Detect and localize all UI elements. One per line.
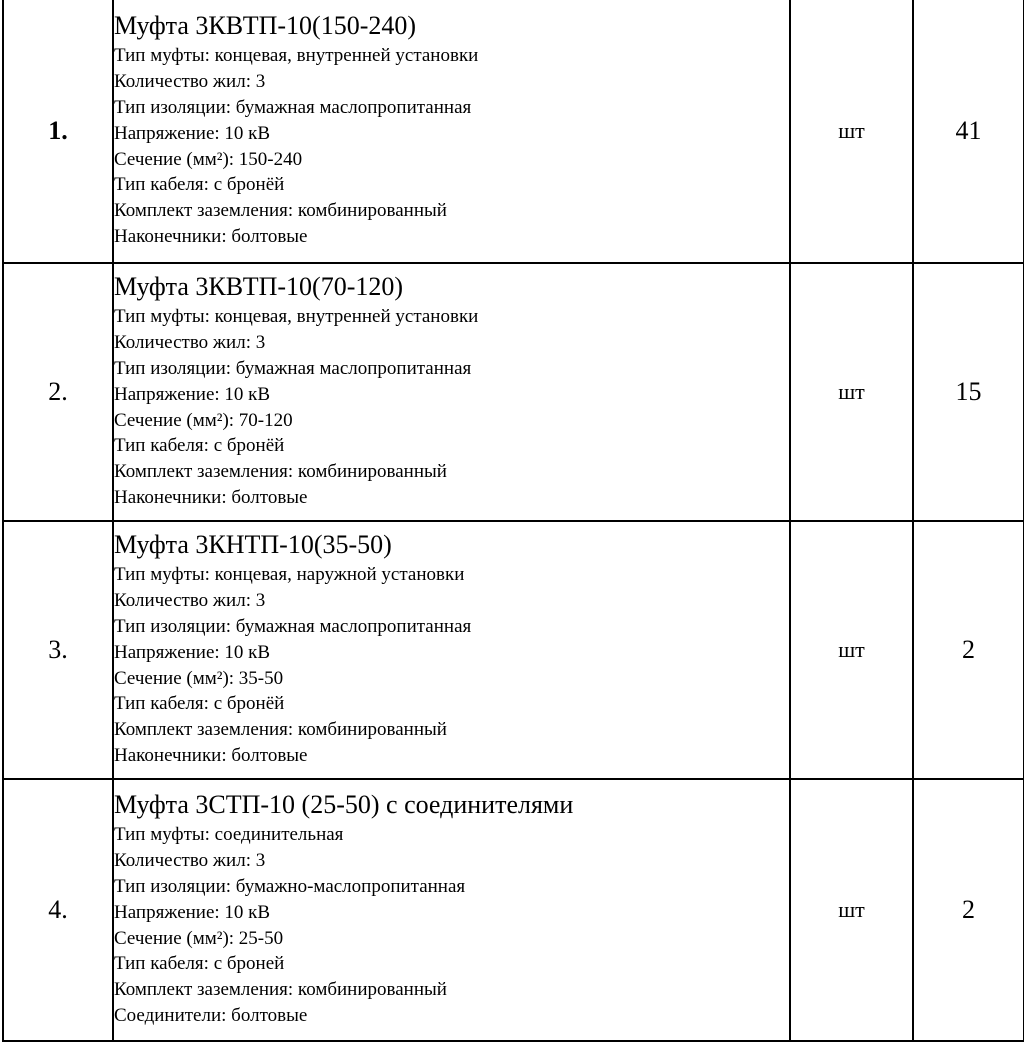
item-spec-line: Количество жил: 3 <box>114 332 266 354</box>
item-description <box>113 779 790 1041</box>
item-spec-line: Сечение (мм²): 70-120 <box>114 409 293 431</box>
item-spec-line: Тип изоляции: бумажная маслопропитанная <box>114 357 472 379</box>
item-spec-line: Тип изоляции: бумажная маслопропитанная <box>114 615 472 637</box>
item-description <box>113 263 790 521</box>
item-spec-line: Тип кабеля: с броней <box>114 953 285 975</box>
item-spec-line: Комплект заземления: комбинированный <box>114 719 447 741</box>
item-spec-line: Напряжение: 10 кВ <box>114 901 271 923</box>
item-spec-line: Сечение (мм²): 25-50 <box>114 927 284 949</box>
row-number: 3. <box>3 521 113 779</box>
item-spec-line: Сечение (мм²): 150-240 <box>114 148 303 170</box>
row-number: 1. <box>3 0 113 263</box>
item-description <box>113 0 790 263</box>
item-spec-line: Тип изоляции: бумажно-маслопропитанная <box>114 875 466 897</box>
table-row <box>3 521 1024 779</box>
unit-cell: шт <box>790 779 913 1041</box>
table-row <box>3 779 1024 1041</box>
item-title: Муфта 3КНТП-10(35-50) <box>114 530 392 560</box>
item-spec-line: Соединители: болтовые <box>114 1004 308 1026</box>
table-row <box>3 263 1024 521</box>
row-number: 2. <box>3 263 113 521</box>
quantity-cell: 15 <box>913 263 1024 521</box>
quantity-cell: 41 <box>913 0 1024 263</box>
row-number: 4. <box>3 779 113 1041</box>
item-spec-line: Напряжение: 10 кВ <box>114 122 271 144</box>
item-spec-line: Тип муфты: соединительная <box>114 824 344 846</box>
item-spec-line: Комплект заземления: комбинированный <box>114 461 447 483</box>
item-spec-line: Сечение (мм²): 35-50 <box>114 667 284 689</box>
quantity-cell: 2 <box>913 521 1024 779</box>
item-spec-line: Количество жил: 3 <box>114 71 266 93</box>
item-description <box>113 521 790 779</box>
table-row <box>3 0 1024 263</box>
unit-cell: шт <box>790 521 913 779</box>
item-spec-line: Тип муфты: концевая, внутренней установки <box>114 306 479 328</box>
unit-cell: шт <box>790 0 913 263</box>
item-title: Муфта 3КВТП-10(70-120) <box>114 272 404 302</box>
item-spec-line: Тип кабеля: с бронёй <box>114 435 285 457</box>
item-title: Муфта 3СТП-10 (25-50) с соединителями <box>114 790 574 820</box>
item-spec-line: Напряжение: 10 кВ <box>114 641 271 663</box>
item-spec-line: Количество жил: 3 <box>114 590 266 612</box>
item-spec-line: Комплект заземления: комбинированный <box>114 979 447 1001</box>
item-spec-line: Тип муфты: концевая, наружной установки <box>114 564 465 586</box>
unit-cell: шт <box>790 263 913 521</box>
item-spec-line: Наконечники: болтовые <box>114 225 308 247</box>
item-spec-line: Тип кабеля: с бронёй <box>114 693 285 715</box>
quantity-cell: 2 <box>913 779 1024 1041</box>
item-spec-line: Тип изоляции: бумажная маслопропитанная <box>114 96 472 118</box>
item-spec-line: Наконечники: болтовые <box>114 486 308 508</box>
item-spec-line: Комплект заземления: комбинированный <box>114 200 447 222</box>
specification-table <box>2 0 1024 1042</box>
item-spec-line: Количество жил: 3 <box>114 850 266 872</box>
item-spec-line: Тип муфты: концевая, внутренней установки <box>114 45 479 67</box>
item-title: Муфта 3КВТП-10(150-240) <box>114 11 417 41</box>
item-spec-line: Тип кабеля: с бронёй <box>114 174 285 196</box>
item-spec-line: Наконечники: болтовые <box>114 744 308 766</box>
item-spec-line: Напряжение: 10 кВ <box>114 383 271 405</box>
